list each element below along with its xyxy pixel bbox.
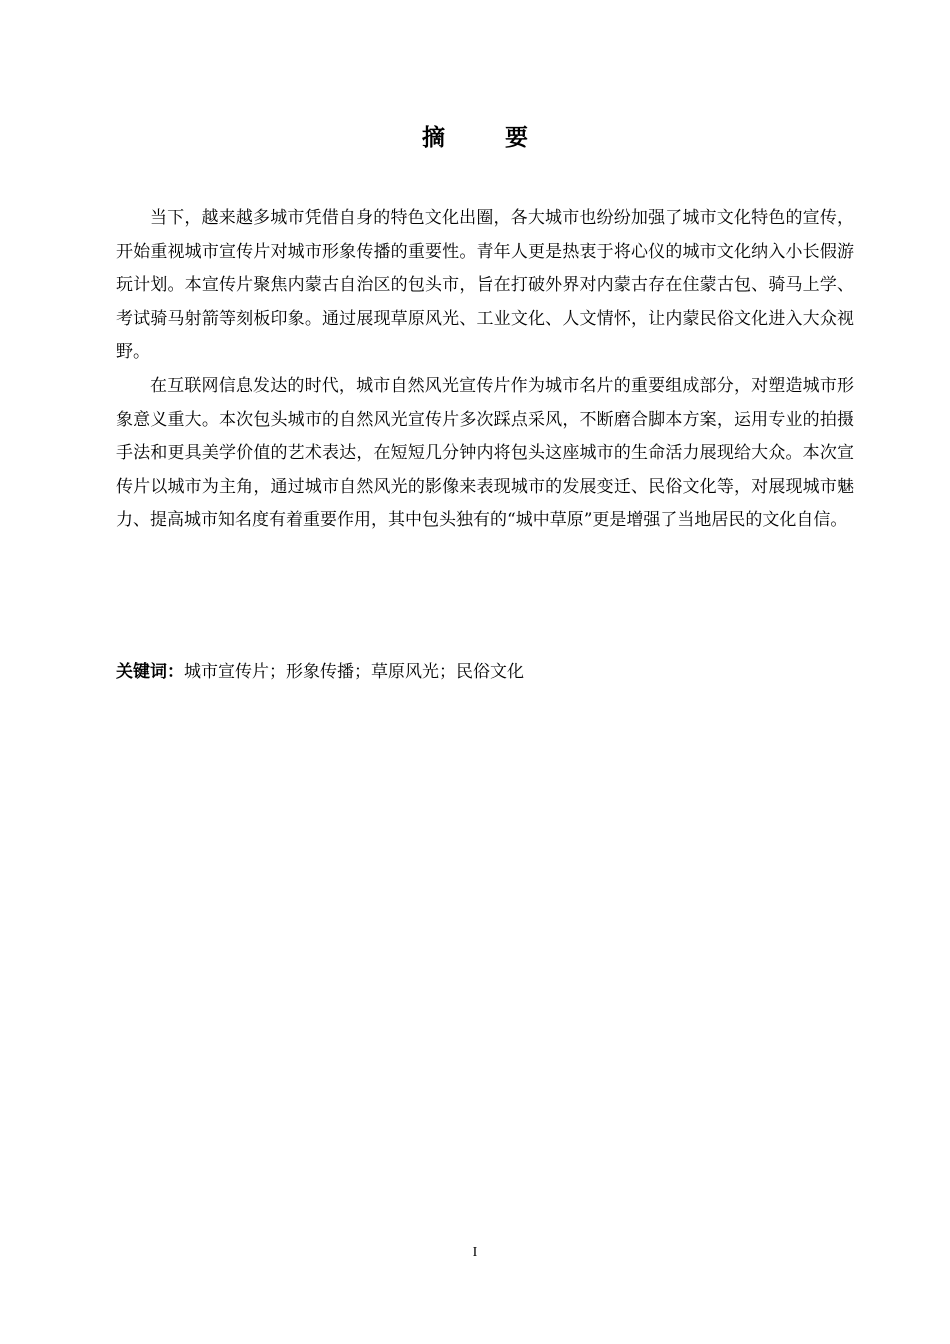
keywords-label: 关键词：: [116, 662, 184, 682]
page-number: I: [472, 1245, 478, 1260]
abstract-paragraph-1: 当下，越来越多城市凭借自身的特色文化出圈，各大城市也纷纷加强了城市文化特色的宣传，开始重视城市宣传片对城市形象传播的重要性。青年人更是热衷于将心仪的城市文化纳入小长假游玩计划。本宣传片聚焦内蒙古自治区的包头市，旨在打破外界对内蒙古存在住蒙古包、骑马上学、考试骑马射箭等刻板印象。通过展现草原风光、工业文化、人文情怀，让内蒙民俗文化进入大众视野。: [116, 208, 854, 363]
keywords-line: [116, 656, 854, 689]
abstract-paragraph-2: 在互联网信息发达的时代，城市自然风光宣传片作为城市名片的重要组成部分，对塑造城市形象意义重大。本次包头城市的自然风光宣传片多次踩点采风，不断磨合脚本方案，运用专业的拍摄手法和更具美学价值的艺术表达，在短短几分钟内将包头这座城市的生命活力展现给大众。本次宣传片以城市为主角，通过城市自然风光的影像来表现城市的发展变迁、民俗文化等，对展现城市魅力、提高城市知名度有着重要作用，其中包头独有的“城中草原”更是增强了当地居民的文化自信。: [116, 375, 854, 531]
page-title: 摘 要: [421, 125, 554, 151]
abstract-body: [116, 202, 854, 538]
keywords-text: 城市宣传片；形象传播；草原风光；民俗文化: [184, 662, 524, 682]
